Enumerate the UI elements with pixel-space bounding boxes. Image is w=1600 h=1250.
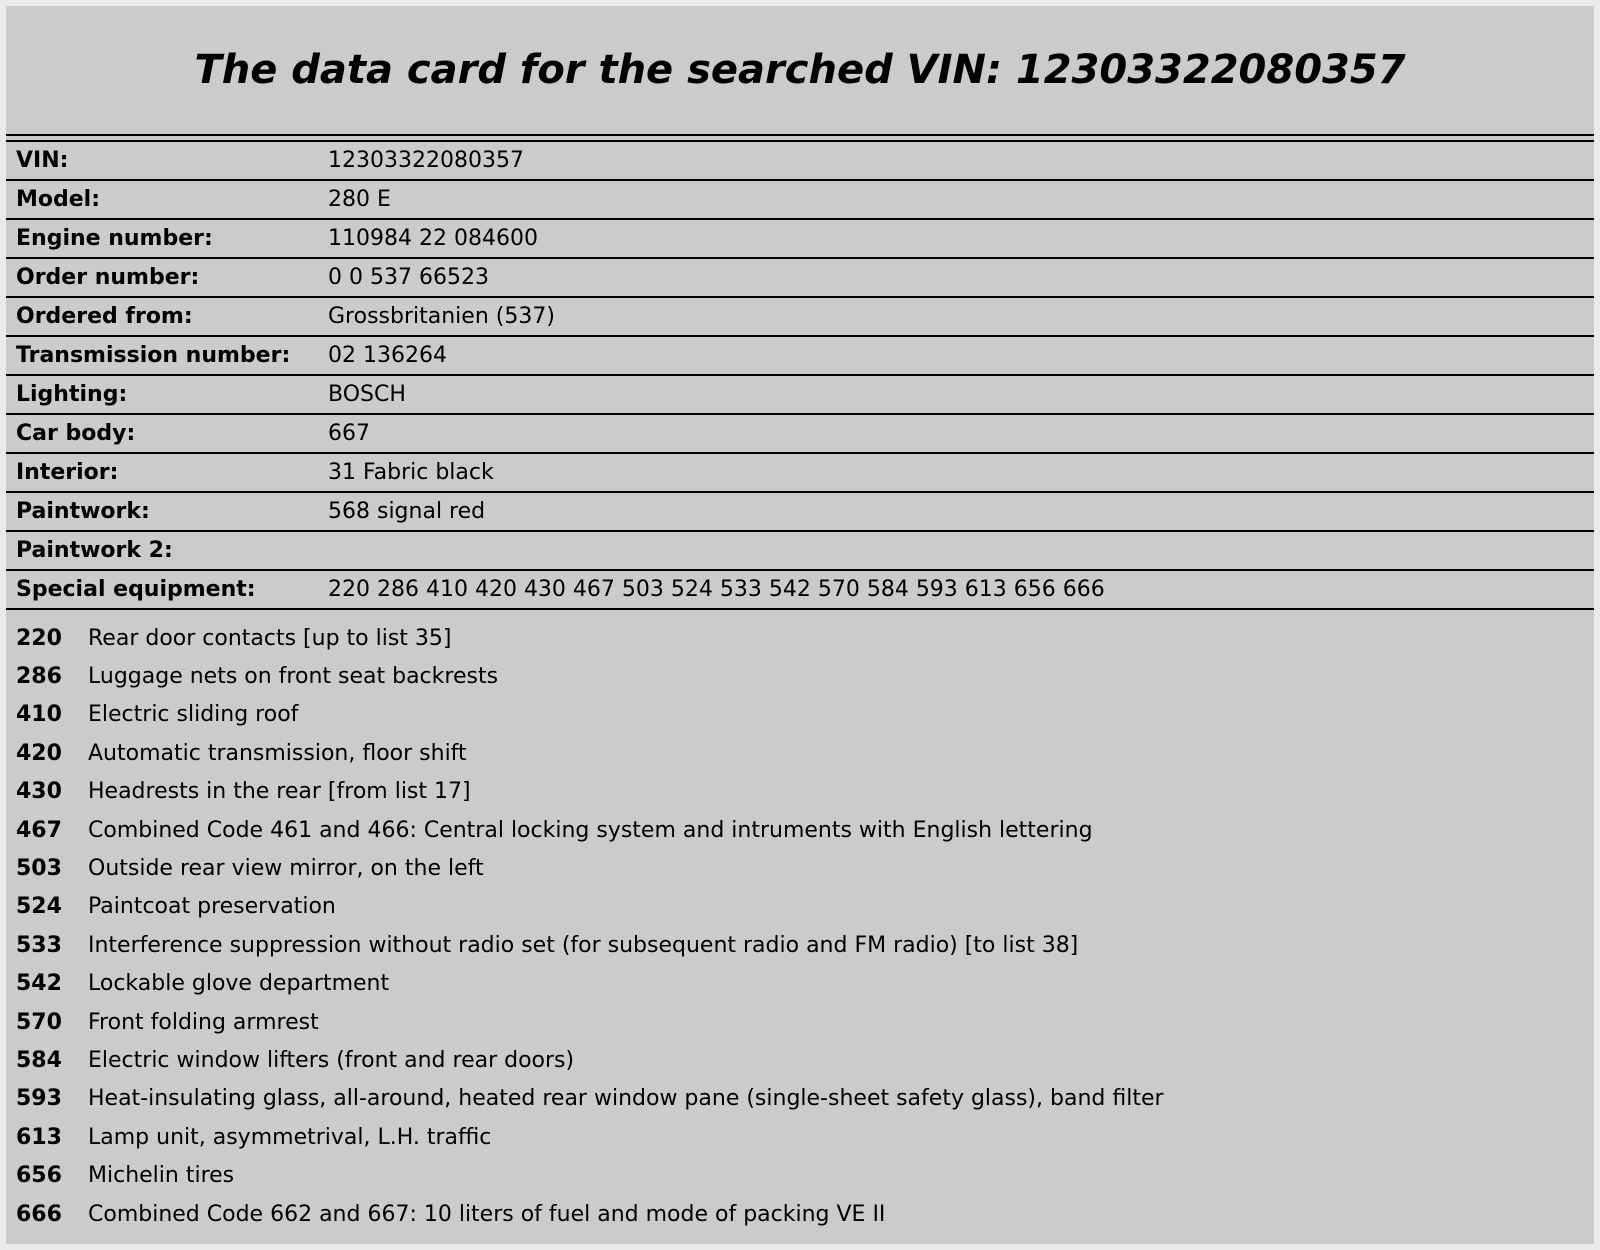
equipment-item bbox=[6, 1195, 1594, 1233]
equipment-list bbox=[6, 610, 1594, 1233]
field-label: Engine number: bbox=[6, 219, 328, 258]
field-label: Car body: bbox=[6, 414, 328, 453]
equipment-code: 613 bbox=[16, 1124, 62, 1150]
equipment-code: 570 bbox=[16, 1009, 62, 1035]
equipment-item bbox=[6, 965, 1594, 1003]
field-row bbox=[6, 141, 1594, 180]
data-card bbox=[6, 6, 1594, 1244]
field-row bbox=[6, 180, 1594, 219]
field-label: Order number: bbox=[6, 258, 328, 297]
field-label: Special equipment: bbox=[6, 570, 328, 609]
datacard-table bbox=[6, 140, 1594, 610]
field-value bbox=[328, 531, 1594, 570]
equipment-item bbox=[6, 734, 1594, 772]
equipment-description: Combined Code 461 and 466: Central locking system and intruments with English lettering bbox=[88, 817, 1093, 843]
equipment-code: 666 bbox=[16, 1201, 62, 1227]
equipment-description: Combined Code 662 and 667: 10 liters of fuel and mode of packing VE II bbox=[88, 1201, 886, 1227]
equipment-description: Lockable glove department bbox=[88, 971, 390, 997]
equipment-description: Luggage nets on front seat backrests bbox=[88, 664, 499, 690]
equipment-description: Paintcoat preservation bbox=[88, 894, 336, 920]
field-label: Lighting: bbox=[6, 375, 328, 414]
equipment-item bbox=[6, 619, 1594, 657]
equipment-code: 410 bbox=[16, 702, 62, 728]
equipment-code: 220 bbox=[16, 625, 62, 651]
equipment-description: Outside rear view mirror, on the left bbox=[88, 856, 484, 882]
field-value: 0 0 537 66523 bbox=[328, 258, 1594, 297]
equipment-item bbox=[6, 811, 1594, 849]
field-row bbox=[6, 219, 1594, 258]
equipment-description: Lamp unit, asymmetrival, L.H. traffic bbox=[88, 1124, 492, 1150]
field-label: VIN: bbox=[6, 141, 328, 180]
equipment-item bbox=[6, 773, 1594, 811]
equipment-code: 524 bbox=[16, 894, 62, 920]
equipment-item bbox=[6, 696, 1594, 734]
equipment-code: 542 bbox=[16, 971, 62, 997]
equipment-description: Electric window lifters (front and rear doors) bbox=[88, 1047, 575, 1073]
equipment-item bbox=[6, 657, 1594, 695]
field-value: 280 E bbox=[328, 180, 1594, 219]
title-block bbox=[6, 6, 1594, 136]
field-row bbox=[6, 258, 1594, 297]
field-row bbox=[6, 414, 1594, 453]
field-label: Paintwork: bbox=[6, 492, 328, 531]
equipment-item bbox=[6, 888, 1594, 926]
field-row bbox=[6, 531, 1594, 570]
equipment-description: Front folding armrest bbox=[88, 1009, 319, 1035]
equipment-code: 656 bbox=[16, 1163, 62, 1189]
equipment-item bbox=[6, 1041, 1594, 1079]
field-value: Grossbritanien (537) bbox=[328, 297, 1594, 336]
equipment-description: Automatic transmission, floor shift bbox=[88, 740, 467, 766]
page-title: The data card for the searched VIN: 12303322080357 bbox=[194, 47, 1406, 93]
equipment-description: Heat-insulating glass, all-around, heated rear window pane (single-sheet safety glass), band filter bbox=[88, 1086, 1164, 1112]
equipment-item bbox=[6, 1080, 1594, 1118]
equipment-description: Headrests in the rear [from list 17] bbox=[88, 779, 471, 805]
equipment-description: Electric sliding roof bbox=[88, 702, 299, 728]
field-value: 568 signal red bbox=[328, 492, 1594, 531]
field-value: BOSCH bbox=[328, 375, 1594, 414]
equipment-code: 286 bbox=[16, 664, 62, 690]
field-label: Ordered from: bbox=[6, 297, 328, 336]
equipment-code: 503 bbox=[16, 856, 62, 882]
field-row bbox=[6, 336, 1594, 375]
equipment-description: Rear door contacts [up to list 35] bbox=[88, 625, 452, 651]
field-value: 667 bbox=[328, 414, 1594, 453]
field-row bbox=[6, 492, 1594, 531]
field-label: Transmission number: bbox=[6, 336, 328, 375]
equipment-item bbox=[6, 1156, 1594, 1194]
equipment-code: 533 bbox=[16, 932, 62, 958]
field-label: Interior: bbox=[6, 453, 328, 492]
equipment-item bbox=[6, 1003, 1594, 1041]
field-value: 02 136264 bbox=[328, 336, 1594, 375]
equipment-code: 467 bbox=[16, 817, 62, 843]
equipment-code: 420 bbox=[16, 740, 62, 766]
field-row bbox=[6, 453, 1594, 492]
field-row bbox=[6, 297, 1594, 336]
field-label: Paintwork 2: bbox=[6, 531, 328, 570]
equipment-description: Michelin tires bbox=[88, 1163, 235, 1189]
equipment-code: 430 bbox=[16, 779, 62, 805]
field-value: 110984 22 084600 bbox=[328, 219, 1594, 258]
field-row bbox=[6, 375, 1594, 414]
field-value: 31 Fabric black bbox=[328, 453, 1594, 492]
equipment-code: 584 bbox=[16, 1047, 62, 1073]
equipment-item bbox=[6, 926, 1594, 964]
field-label: Model: bbox=[6, 180, 328, 219]
field-row bbox=[6, 570, 1594, 609]
equipment-code: 593 bbox=[16, 1086, 62, 1112]
equipment-item bbox=[6, 849, 1594, 887]
equipment-description: Interference suppression without radio set (for subsequent radio and FM radio) [to list 38] bbox=[88, 932, 1079, 958]
field-value: 220 286 410 420 430 467 503 524 533 542 570 584 593 613 656 666 bbox=[328, 570, 1594, 609]
field-value: 12303322080357 bbox=[328, 141, 1594, 180]
equipment-item bbox=[6, 1118, 1594, 1156]
